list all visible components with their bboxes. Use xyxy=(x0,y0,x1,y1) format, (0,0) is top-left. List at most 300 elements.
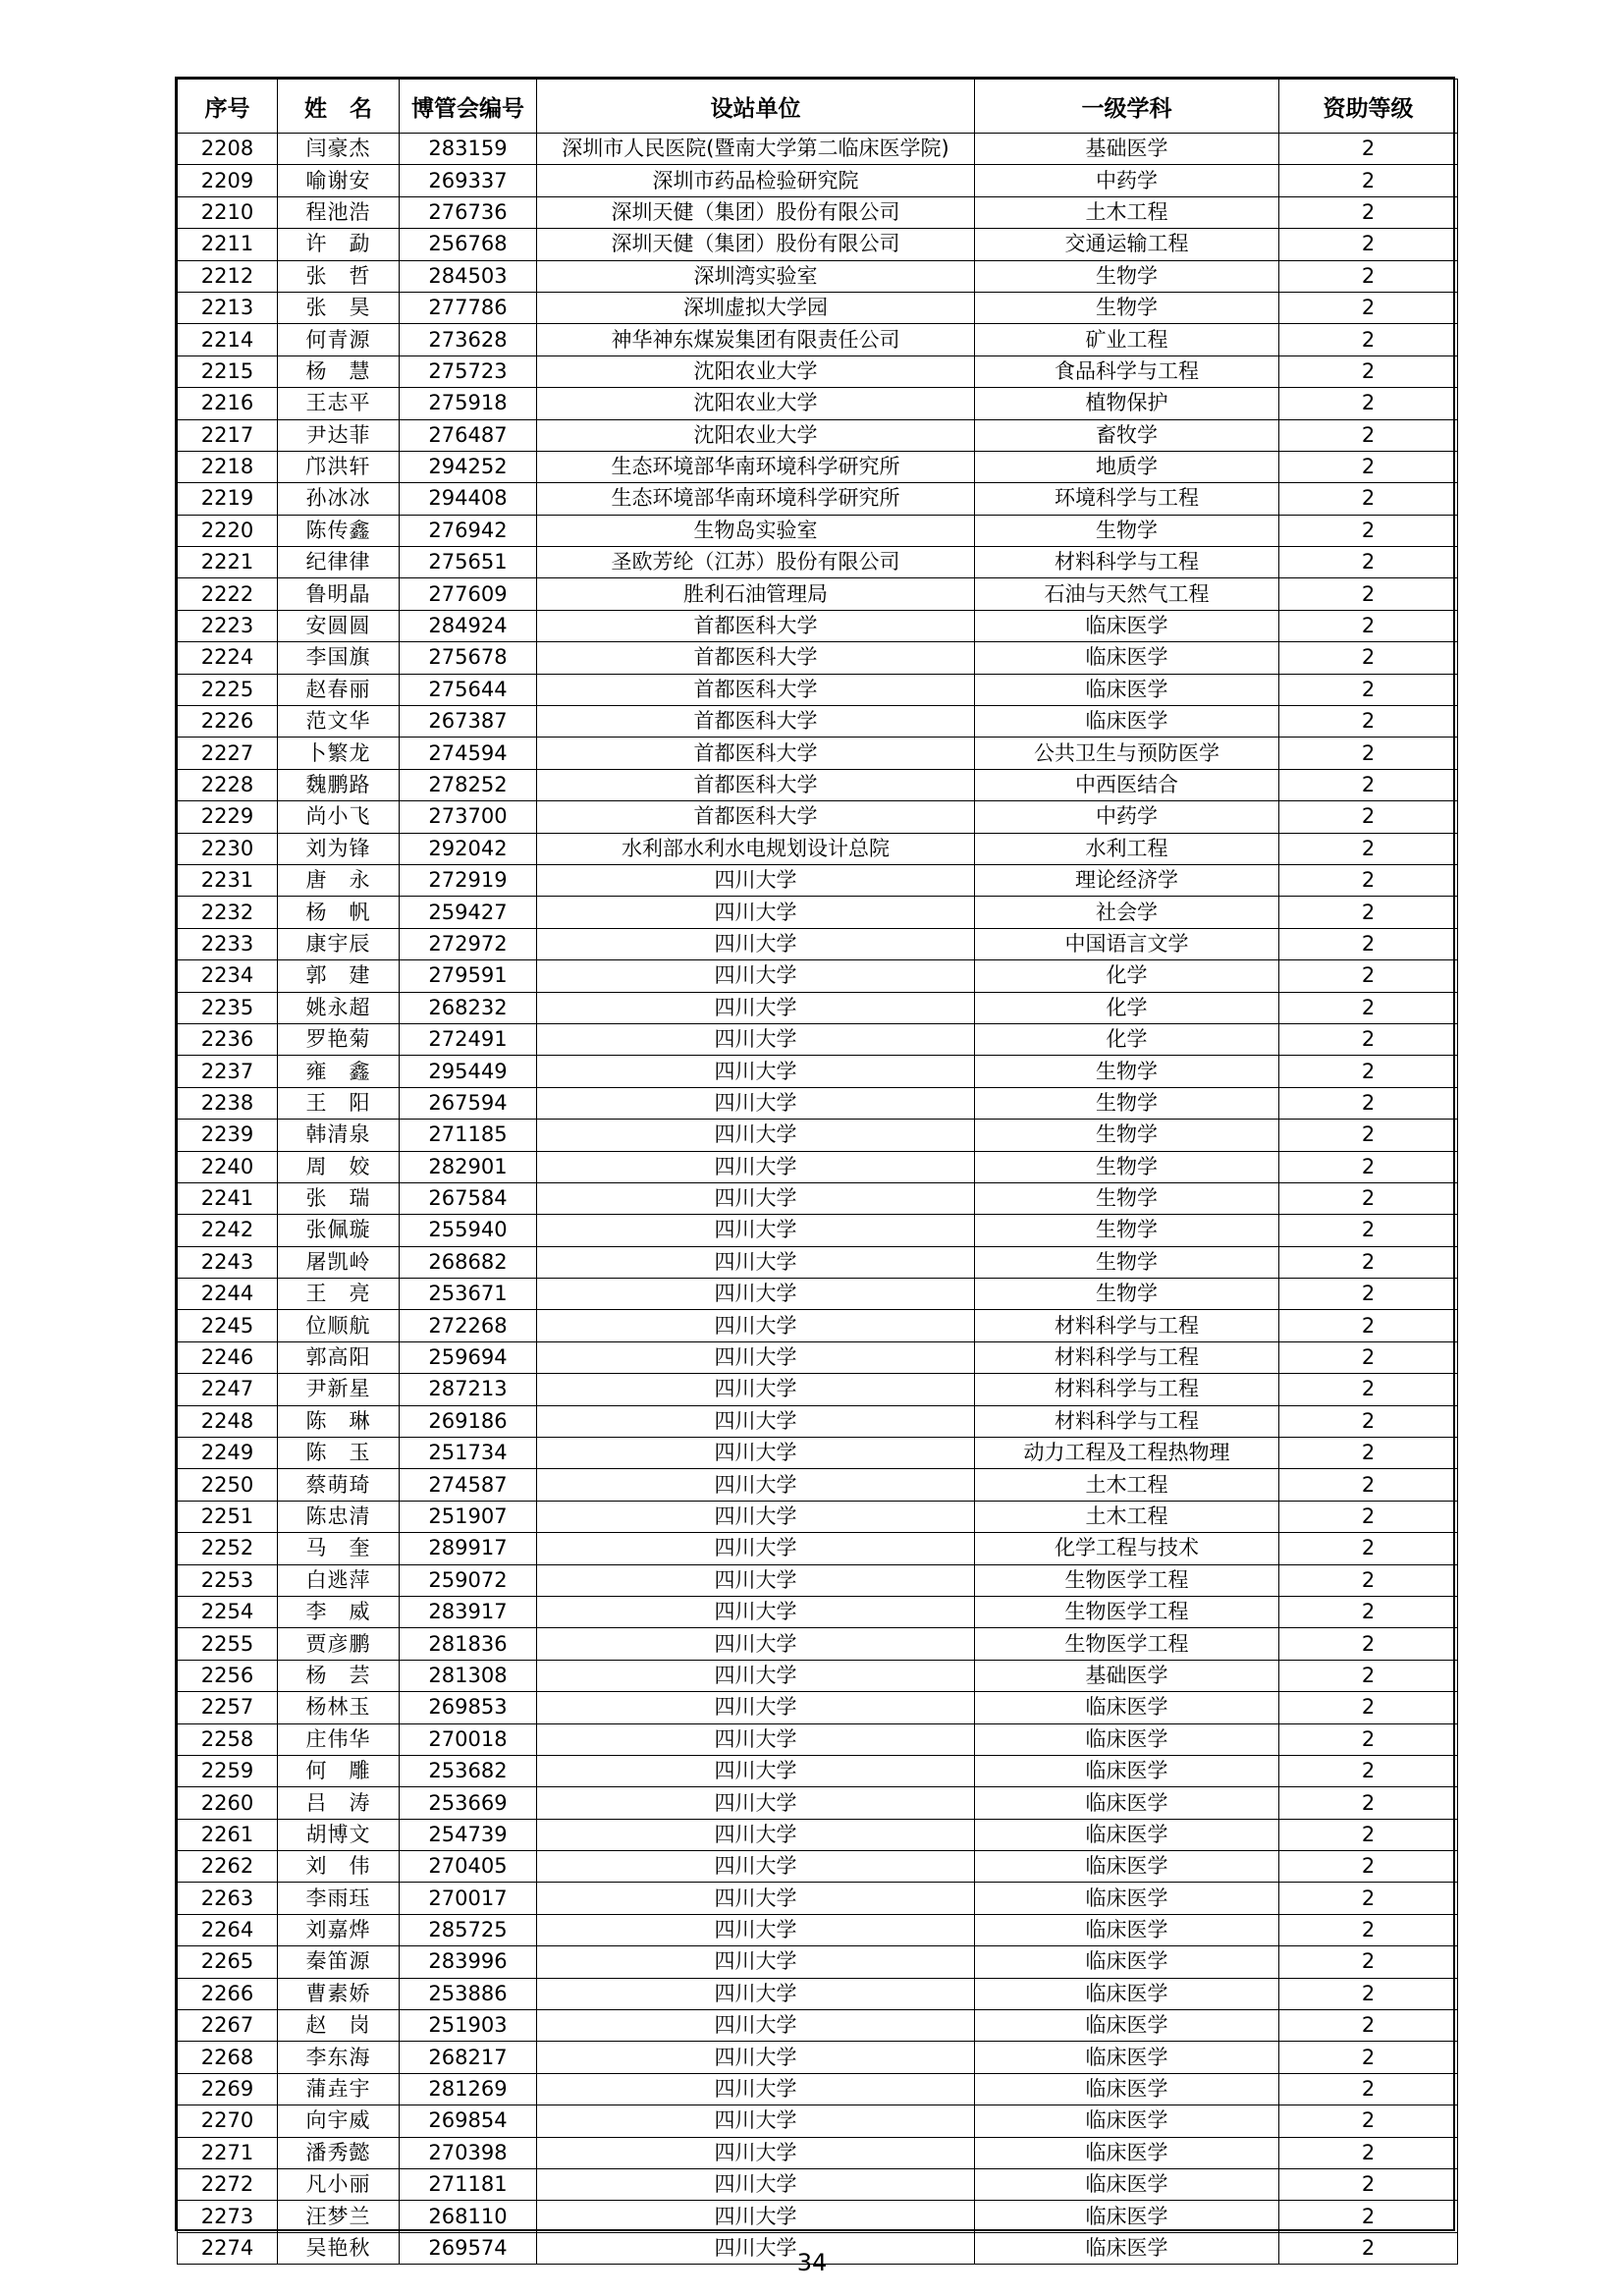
table-row xyxy=(178,547,1458,578)
table-row xyxy=(178,1469,1458,1501)
cell-name: 陈 玉 xyxy=(278,1438,400,1469)
cell-grade: 2 xyxy=(1279,229,1458,260)
roster-table-frame xyxy=(175,77,1455,2260)
cell-discipline: 临床医学 xyxy=(975,1851,1279,1883)
cell-name: 雍 鑫 xyxy=(278,1056,400,1087)
cell-id: 276487 xyxy=(400,419,537,451)
cell-grade: 2 xyxy=(1279,1405,1458,1437)
cell-grade: 2 xyxy=(1279,2105,1458,2137)
cell-name: 屠凯岭 xyxy=(278,1246,400,1278)
cell-seq: 2256 xyxy=(178,1660,278,1691)
cell-discipline: 生物医学工程 xyxy=(975,1628,1279,1660)
cell-seq: 2219 xyxy=(178,483,278,515)
cell-id: 275678 xyxy=(400,642,537,674)
table-row xyxy=(178,388,1458,419)
cell-discipline: 生物学 xyxy=(975,1246,1279,1278)
cell-discipline: 临床医学 xyxy=(975,1883,1279,1914)
cell-seq: 2231 xyxy=(178,864,278,896)
cell-grade: 2 xyxy=(1279,1914,1458,1945)
cell-discipline: 公共卫生与预防医学 xyxy=(975,738,1279,769)
cell-grade: 2 xyxy=(1279,1851,1458,1883)
cell-unit: 四川大学 xyxy=(537,2073,975,2105)
cell-unit: 首都医科大学 xyxy=(537,642,975,674)
cell-id: 269854 xyxy=(400,2105,537,2137)
cell-seq: 2245 xyxy=(178,1310,278,1341)
cell-unit: 首都医科大学 xyxy=(537,706,975,738)
table-row xyxy=(178,897,1458,928)
cell-name: 潘秀懿 xyxy=(278,2137,400,2168)
table-header-row xyxy=(178,80,1458,134)
table-row xyxy=(178,1883,1458,1914)
table-row xyxy=(178,1533,1458,1564)
cell-unit: 四川大学 xyxy=(537,1946,975,1978)
cell-id: 251734 xyxy=(400,1438,537,1469)
cell-name: 赵 岗 xyxy=(278,2010,400,2042)
table-row xyxy=(178,2169,1458,2201)
cell-seq: 2217 xyxy=(178,419,278,451)
cell-seq: 2253 xyxy=(178,1564,278,1596)
cell-unit: 沈阳农业大学 xyxy=(537,388,975,419)
cell-discipline: 中西医结合 xyxy=(975,769,1279,800)
cell-seq: 2237 xyxy=(178,1056,278,1087)
cell-name: 曹素娇 xyxy=(278,1978,400,2009)
cell-discipline: 化学工程与技术 xyxy=(975,1533,1279,1564)
cell-unit: 四川大学 xyxy=(537,1438,975,1469)
cell-discipline: 地质学 xyxy=(975,451,1279,482)
cell-discipline: 临床医学 xyxy=(975,2169,1279,2201)
page-number: 34 xyxy=(796,2249,828,2276)
cell-seq: 2233 xyxy=(178,928,278,959)
cell-id: 283159 xyxy=(400,134,537,165)
cell-id: 253682 xyxy=(400,1755,537,1786)
cell-name: 秦笛源 xyxy=(278,1946,400,1978)
cell-seq: 2249 xyxy=(178,1438,278,1469)
cell-discipline: 临床医学 xyxy=(975,2042,1279,2073)
cell-id: 284503 xyxy=(400,260,537,292)
cell-unit: 四川大学 xyxy=(537,864,975,896)
cell-unit: 四川大学 xyxy=(537,1374,975,1405)
cell-seq: 2251 xyxy=(178,1501,278,1532)
cell-discipline: 材料科学与工程 xyxy=(975,1405,1279,1437)
cell-seq: 2216 xyxy=(178,388,278,419)
cell-discipline: 水利工程 xyxy=(975,833,1279,864)
cell-grade: 2 xyxy=(1279,1151,1458,1182)
cell-seq: 2259 xyxy=(178,1755,278,1786)
cell-unit: 四川大学 xyxy=(537,1215,975,1246)
cell-seq: 2228 xyxy=(178,769,278,800)
cell-name: 郭高阳 xyxy=(278,1341,400,1373)
cell-grade: 2 xyxy=(1279,2010,1458,2042)
table-row xyxy=(178,610,1458,641)
cell-id: 272919 xyxy=(400,864,537,896)
cell-name: 纪律律 xyxy=(278,547,400,578)
cell-discipline: 化学 xyxy=(975,992,1279,1023)
cell-id: 259072 xyxy=(400,1564,537,1596)
cell-grade: 2 xyxy=(1279,610,1458,641)
cell-grade: 2 xyxy=(1279,451,1458,482)
cell-discipline: 临床医学 xyxy=(975,610,1279,641)
cell-discipline: 社会学 xyxy=(975,897,1279,928)
cell-seq: 2271 xyxy=(178,2137,278,2168)
table-row xyxy=(178,674,1458,705)
cell-id: 253671 xyxy=(400,1279,537,1310)
table-row xyxy=(178,928,1458,959)
cell-grade: 2 xyxy=(1279,864,1458,896)
cell-grade: 2 xyxy=(1279,1501,1458,1532)
cell-id: 256768 xyxy=(400,229,537,260)
cell-grade: 2 xyxy=(1279,292,1458,323)
cell-unit: 四川大学 xyxy=(537,1341,975,1373)
cell-seq: 2227 xyxy=(178,738,278,769)
cell-grade: 2 xyxy=(1279,2169,1458,2201)
cell-grade: 2 xyxy=(1279,2073,1458,2105)
cell-id: 251903 xyxy=(400,2010,537,2042)
cell-unit: 首都医科大学 xyxy=(537,738,975,769)
cell-unit: 四川大学 xyxy=(537,1246,975,1278)
cell-discipline: 临床医学 xyxy=(975,1723,1279,1755)
cell-id: 282901 xyxy=(400,1151,537,1182)
cell-seq: 2267 xyxy=(178,2010,278,2042)
cell-unit: 四川大学 xyxy=(537,1883,975,1914)
cell-unit: 四川大学 xyxy=(537,1787,975,1819)
cell-discipline: 中药学 xyxy=(975,801,1279,833)
cell-name: 康宇辰 xyxy=(278,928,400,959)
table-row xyxy=(178,1564,1458,1596)
cell-discipline: 交通运输工程 xyxy=(975,229,1279,260)
cell-id: 275644 xyxy=(400,674,537,705)
cell-discipline: 材料科学与工程 xyxy=(975,1310,1279,1341)
table-row xyxy=(178,642,1458,674)
cell-id: 268682 xyxy=(400,1246,537,1278)
table-row xyxy=(178,355,1458,387)
cell-id: 271185 xyxy=(400,1120,537,1151)
cell-unit: 圣欧芳纶（江苏）股份有限公司 xyxy=(537,547,975,578)
cell-name: 闫豪杰 xyxy=(278,134,400,165)
cell-grade: 2 xyxy=(1279,1755,1458,1786)
cell-discipline: 化学 xyxy=(975,1023,1279,1055)
table-row xyxy=(178,451,1458,482)
cell-discipline: 土木工程 xyxy=(975,196,1279,228)
cell-seq: 2222 xyxy=(178,578,278,610)
cell-seq: 2243 xyxy=(178,1246,278,1278)
table-row xyxy=(178,1215,1458,1246)
cell-id: 295449 xyxy=(400,1056,537,1087)
cell-seq: 2255 xyxy=(178,1628,278,1660)
cell-discipline: 石油与天然气工程 xyxy=(975,578,1279,610)
table-row xyxy=(178,2201,1458,2232)
table-row xyxy=(178,2073,1458,2105)
cell-discipline: 中药学 xyxy=(975,165,1279,196)
cell-id: 270398 xyxy=(400,2137,537,2168)
cell-unit: 四川大学 xyxy=(537,1692,975,1723)
cell-grade: 2 xyxy=(1279,1978,1458,2009)
cell-unit: 深圳天健（集团）股份有限公司 xyxy=(537,196,975,228)
cell-unit: 水利部水利水电规划设计总院 xyxy=(537,833,975,864)
cell-unit: 四川大学 xyxy=(537,1723,975,1755)
cell-id: 267584 xyxy=(400,1182,537,1214)
cell-id: 259694 xyxy=(400,1341,537,1373)
cell-name: 王 亮 xyxy=(278,1279,400,1310)
cell-seq: 2211 xyxy=(178,229,278,260)
cell-discipline: 基础医学 xyxy=(975,1660,1279,1691)
cell-unit: 四川大学 xyxy=(537,1851,975,1883)
cell-grade: 2 xyxy=(1279,769,1458,800)
cell-id: 274587 xyxy=(400,1469,537,1501)
cell-grade: 2 xyxy=(1279,928,1458,959)
cell-grade: 2 xyxy=(1279,738,1458,769)
header-discipline: 一级学科 xyxy=(975,80,1279,134)
table-row xyxy=(178,515,1458,546)
cell-grade: 2 xyxy=(1279,1310,1458,1341)
cell-unit: 四川大学 xyxy=(537,1182,975,1214)
cell-grade: 2 xyxy=(1279,960,1458,992)
cell-grade: 2 xyxy=(1279,1596,1458,1627)
cell-id: 255940 xyxy=(400,1215,537,1246)
cell-unit: 沈阳农业大学 xyxy=(537,355,975,387)
cell-seq: 2266 xyxy=(178,1978,278,2009)
cell-unit: 四川大学 xyxy=(537,2232,975,2264)
cell-name: 周 姣 xyxy=(278,1151,400,1182)
cell-grade: 2 xyxy=(1279,1215,1458,1246)
cell-name: 尚小飞 xyxy=(278,801,400,833)
table-row xyxy=(178,483,1458,515)
cell-grade: 2 xyxy=(1279,1660,1458,1691)
header-unit: 设站单位 xyxy=(537,80,975,134)
cell-grade: 2 xyxy=(1279,1279,1458,1310)
cell-name: 陈 琳 xyxy=(278,1405,400,1437)
cell-id: 281308 xyxy=(400,1660,537,1691)
cell-unit: 四川大学 xyxy=(537,1564,975,1596)
cell-seq: 2257 xyxy=(178,1692,278,1723)
cell-name: 尹新星 xyxy=(278,1374,400,1405)
cell-discipline: 临床医学 xyxy=(975,674,1279,705)
cell-seq: 2223 xyxy=(178,610,278,641)
cell-discipline: 生物学 xyxy=(975,1120,1279,1151)
cell-seq: 2250 xyxy=(178,1469,278,1501)
table-row xyxy=(178,864,1458,896)
cell-unit: 四川大学 xyxy=(537,1628,975,1660)
cell-unit: 四川大学 xyxy=(537,2137,975,2168)
cell-discipline: 畜牧学 xyxy=(975,419,1279,451)
cell-seq: 2273 xyxy=(178,2201,278,2232)
table-row xyxy=(178,1978,1458,2009)
cell-name: 王志平 xyxy=(278,388,400,419)
cell-grade: 2 xyxy=(1279,833,1458,864)
table-row xyxy=(178,769,1458,800)
cell-id: 283996 xyxy=(400,1946,537,1978)
cell-seq: 2258 xyxy=(178,1723,278,1755)
cell-name: 喻谢安 xyxy=(278,165,400,196)
cell-id: 278252 xyxy=(400,769,537,800)
table-row xyxy=(178,1279,1458,1310)
table-row xyxy=(178,706,1458,738)
table-row xyxy=(178,324,1458,355)
cell-grade: 2 xyxy=(1279,1819,1458,1850)
table-row xyxy=(178,1851,1458,1883)
cell-name: 吕 涛 xyxy=(278,1787,400,1819)
cell-name: 汪梦兰 xyxy=(278,2201,400,2232)
cell-name: 韩清泉 xyxy=(278,1120,400,1151)
cell-discipline: 土木工程 xyxy=(975,1501,1279,1532)
cell-seq: 2269 xyxy=(178,2073,278,2105)
cell-seq: 2213 xyxy=(178,292,278,323)
table-row xyxy=(178,578,1458,610)
cell-name: 杨 芸 xyxy=(278,1660,400,1691)
cell-seq: 2208 xyxy=(178,134,278,165)
cell-id: 279591 xyxy=(400,960,537,992)
cell-discipline: 生物学 xyxy=(975,1279,1279,1310)
cell-id: 268110 xyxy=(400,2201,537,2232)
cell-id: 270018 xyxy=(400,1723,537,1755)
cell-discipline: 材料科学与工程 xyxy=(975,547,1279,578)
cell-name: 何 雕 xyxy=(278,1755,400,1786)
table-row xyxy=(178,1246,1458,1278)
cell-grade: 2 xyxy=(1279,196,1458,228)
cell-id: 267387 xyxy=(400,706,537,738)
cell-seq: 2242 xyxy=(178,1215,278,1246)
cell-name: 李国旗 xyxy=(278,642,400,674)
cell-id: 253669 xyxy=(400,1787,537,1819)
cell-grade: 2 xyxy=(1279,2042,1458,2073)
table-body xyxy=(178,134,1458,2265)
cell-id: 254739 xyxy=(400,1819,537,1850)
cell-id: 273700 xyxy=(400,801,537,833)
cell-name: 孙冰冰 xyxy=(278,483,400,515)
table-row xyxy=(178,292,1458,323)
cell-seq: 2209 xyxy=(178,165,278,196)
header-grade: 资助等级 xyxy=(1279,80,1458,134)
cell-grade: 2 xyxy=(1279,260,1458,292)
cell-grade: 2 xyxy=(1279,1056,1458,1087)
cell-name: 尹达菲 xyxy=(278,419,400,451)
table-row xyxy=(178,419,1458,451)
cell-id: 281836 xyxy=(400,1628,537,1660)
cell-seq: 2261 xyxy=(178,1819,278,1850)
cell-discipline: 生物学 xyxy=(975,1151,1279,1182)
cell-seq: 2210 xyxy=(178,196,278,228)
cell-name: 白逃萍 xyxy=(278,1564,400,1596)
cell-seq: 2270 xyxy=(178,2105,278,2137)
cell-discipline: 生物学 xyxy=(975,515,1279,546)
cell-grade: 2 xyxy=(1279,642,1458,674)
table-row xyxy=(178,1056,1458,1087)
cell-name: 李东海 xyxy=(278,2042,400,2073)
cell-name: 蔡萌琦 xyxy=(278,1469,400,1501)
cell-unit: 四川大学 xyxy=(537,1819,975,1850)
table-row xyxy=(178,1405,1458,1437)
cell-id: 277786 xyxy=(400,292,537,323)
table-row xyxy=(178,1374,1458,1405)
cell-id: 251907 xyxy=(400,1501,537,1532)
cell-seq: 2247 xyxy=(178,1374,278,1405)
cell-seq: 2262 xyxy=(178,1851,278,1883)
header-id: 博管会编号 xyxy=(400,80,537,134)
cell-seq: 2248 xyxy=(178,1405,278,1437)
cell-grade: 2 xyxy=(1279,1087,1458,1119)
cell-name: 卜繁龙 xyxy=(278,738,400,769)
cell-grade: 2 xyxy=(1279,1374,1458,1405)
cell-discipline: 生物学 xyxy=(975,1182,1279,1214)
table-row xyxy=(178,1660,1458,1691)
table-row xyxy=(178,1151,1458,1182)
cell-discipline: 临床医学 xyxy=(975,1819,1279,1850)
cell-id: 269337 xyxy=(400,165,537,196)
table-row xyxy=(178,1501,1458,1532)
cell-seq: 2252 xyxy=(178,1533,278,1564)
cell-seq: 2226 xyxy=(178,706,278,738)
cell-grade: 2 xyxy=(1279,992,1458,1023)
cell-grade: 2 xyxy=(1279,134,1458,165)
table-row xyxy=(178,2105,1458,2137)
cell-seq: 2254 xyxy=(178,1596,278,1627)
cell-unit: 四川大学 xyxy=(537,1310,975,1341)
cell-id: 275651 xyxy=(400,547,537,578)
cell-grade: 2 xyxy=(1279,1023,1458,1055)
cell-seq: 2238 xyxy=(178,1087,278,1119)
cell-seq: 2235 xyxy=(178,992,278,1023)
table-row xyxy=(178,134,1458,165)
cell-unit: 四川大学 xyxy=(537,1660,975,1691)
cell-name: 向宇威 xyxy=(278,2105,400,2137)
cell-unit: 四川大学 xyxy=(537,2105,975,2137)
cell-discipline: 临床医学 xyxy=(975,1692,1279,1723)
cell-discipline: 生物学 xyxy=(975,1215,1279,1246)
cell-name: 张佩璇 xyxy=(278,1215,400,1246)
cell-discipline: 生物医学工程 xyxy=(975,1596,1279,1627)
cell-name: 唐 永 xyxy=(278,864,400,896)
cell-unit: 四川大学 xyxy=(537,1533,975,1564)
cell-grade: 2 xyxy=(1279,706,1458,738)
cell-unit: 四川大学 xyxy=(537,1596,975,1627)
cell-seq: 2215 xyxy=(178,355,278,387)
cell-unit: 四川大学 xyxy=(537,960,975,992)
cell-name: 位顺航 xyxy=(278,1310,400,1341)
cell-grade: 2 xyxy=(1279,1723,1458,1755)
cell-id: 272972 xyxy=(400,928,537,959)
cell-discipline: 临床医学 xyxy=(975,2232,1279,2264)
cell-unit: 四川大学 xyxy=(537,1755,975,1786)
cell-id: 269574 xyxy=(400,2232,537,2264)
cell-discipline: 动力工程及工程热物理 xyxy=(975,1438,1279,1469)
cell-discipline: 生物学 xyxy=(975,292,1279,323)
cell-discipline: 植物保护 xyxy=(975,388,1279,419)
cell-seq: 2220 xyxy=(178,515,278,546)
roster-table xyxy=(177,79,1458,2265)
cell-discipline: 生物学 xyxy=(975,260,1279,292)
cell-seq: 2234 xyxy=(178,960,278,992)
cell-unit: 胜利石油管理局 xyxy=(537,578,975,610)
cell-seq: 2264 xyxy=(178,1914,278,1945)
cell-unit: 四川大学 xyxy=(537,1279,975,1310)
cell-grade: 2 xyxy=(1279,578,1458,610)
cell-discipline: 临床医学 xyxy=(975,2201,1279,2232)
cell-id: 275723 xyxy=(400,355,537,387)
cell-seq: 2221 xyxy=(178,547,278,578)
cell-id: 283917 xyxy=(400,1596,537,1627)
table-row xyxy=(178,1787,1458,1819)
cell-name: 罗艳菊 xyxy=(278,1023,400,1055)
cell-unit: 四川大学 xyxy=(537,1151,975,1182)
cell-unit: 深圳湾实验室 xyxy=(537,260,975,292)
table-row xyxy=(178,1087,1458,1119)
table-row xyxy=(178,1120,1458,1151)
cell-id: 268232 xyxy=(400,992,537,1023)
cell-id: 269853 xyxy=(400,1692,537,1723)
cell-name: 范文华 xyxy=(278,706,400,738)
cell-discipline: 临床医学 xyxy=(975,642,1279,674)
cell-name: 马 奎 xyxy=(278,1533,400,1564)
table-row xyxy=(178,229,1458,260)
